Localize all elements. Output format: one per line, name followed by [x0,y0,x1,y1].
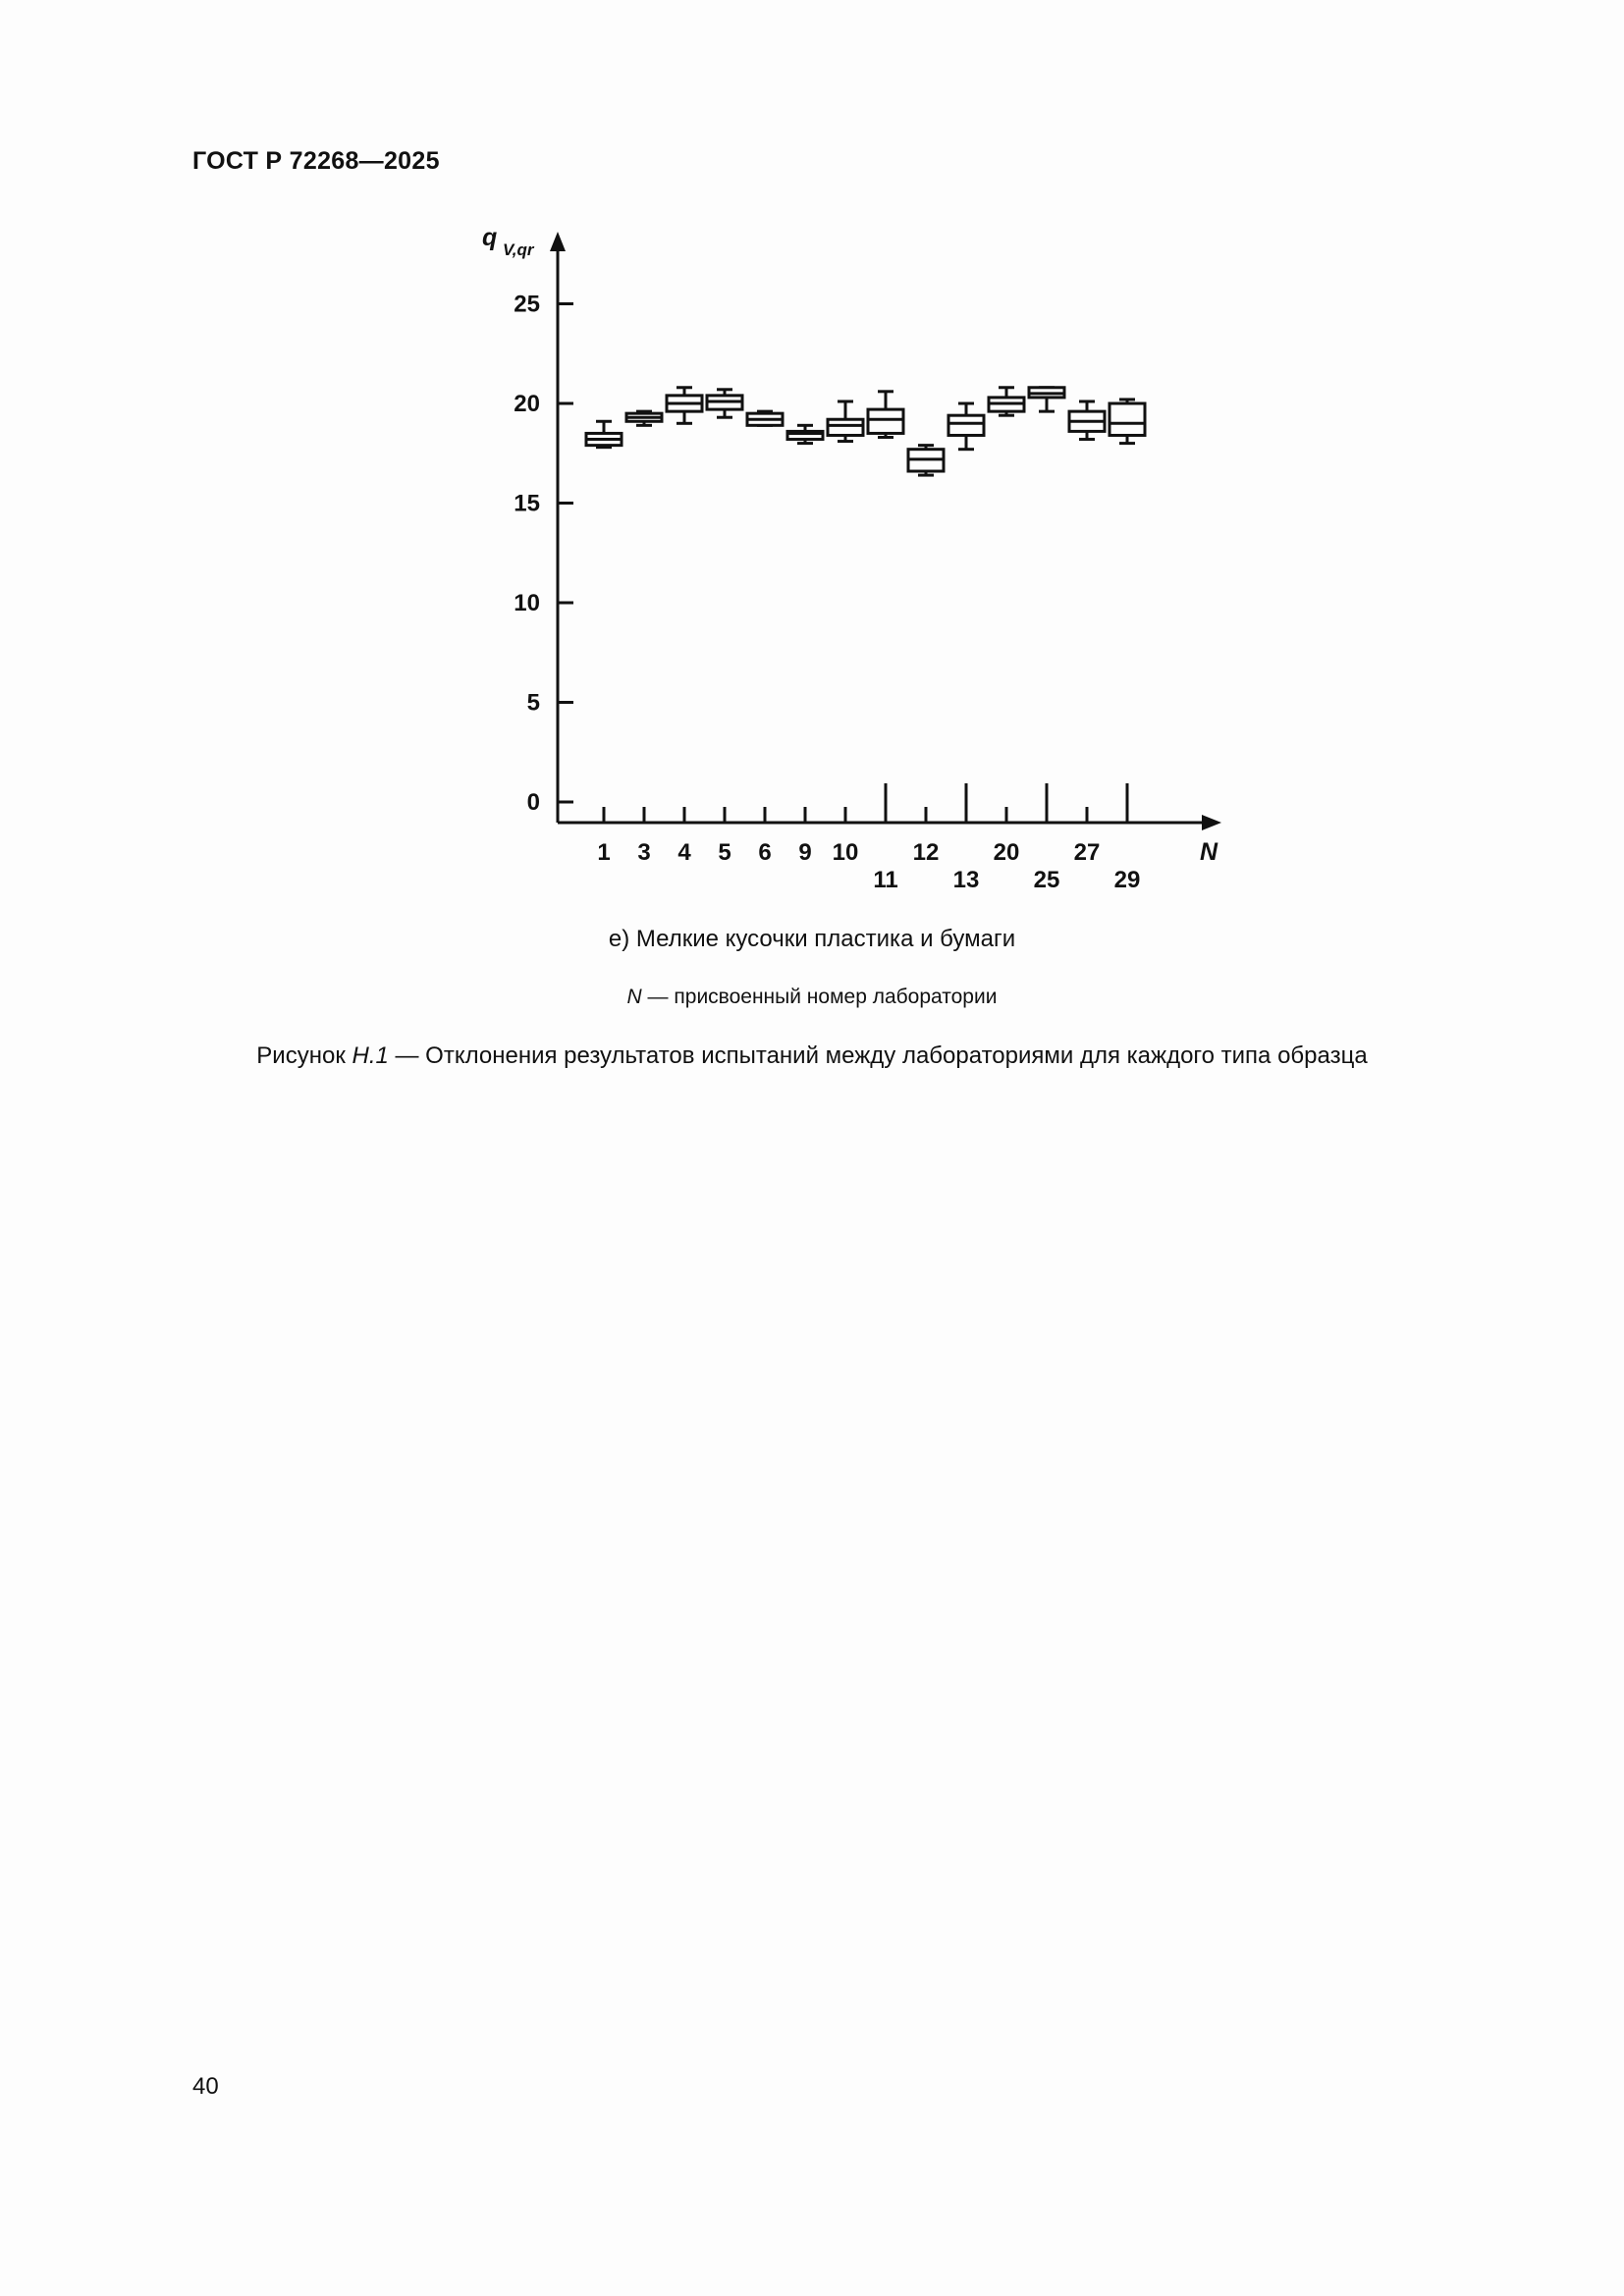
box-body [868,409,903,433]
box-body [828,419,863,435]
x-tick-label: 3 [637,839,651,866]
box-9 [787,425,823,443]
x-tick-label: 5 [718,839,731,866]
boxplot-chart [0,0,1624,982]
x-tick-label: 25 [1033,867,1060,893]
y-axis-label-subscript: V,qr [503,240,534,259]
x-tick-label: 9 [798,839,812,866]
x-tick-label: 6 [758,839,772,866]
y-tick-label: 5 [526,689,540,717]
y-tick-label: 20 [514,391,540,417]
x-tick-label: 20 [993,839,1020,866]
box-20 [989,388,1024,415]
box-11 [868,392,903,438]
figure-subcaption: е) Мелкие кусочки пластика и бумаги [608,926,1016,952]
box-12 [908,446,944,475]
box-body [1110,403,1145,435]
box-10 [828,401,863,442]
page-number: 40 [192,2073,219,2100]
x-tick-label: 13 [952,867,980,893]
y-tick-label: 10 [514,590,540,616]
x-tick-label: 4 [677,839,691,866]
y-tick-label: 0 [526,789,540,816]
box-25 [1029,388,1064,411]
y-tick-label: 25 [514,291,540,318]
legend-text: — присвоенный номер лаборатории [641,986,998,1008]
box-4 [667,388,702,424]
y-tick-label: 15 [514,490,540,517]
box-29 [1110,400,1145,444]
box-3 [626,411,662,425]
y-axis-label: q [482,224,498,251]
caption-text: — Отклонения результатов испытаний между лабораториями для каждого типа образца [388,1042,1368,1069]
x-axis-arrow [1202,815,1221,830]
x-axis-label: N [1200,838,1218,866]
document-header: ГОСТ Р 72268—2025 [192,147,440,175]
box-13 [948,403,984,450]
legend-symbol: N [626,986,642,1008]
x-tick-label: 29 [1113,867,1141,893]
box-6 [747,411,783,425]
x-tick-label: 10 [832,839,859,866]
x-tick-label: 12 [912,839,940,866]
caption-prefix: Рисунок [256,1042,352,1069]
y-axis-arrow [550,232,566,251]
x-tick-label: 27 [1073,839,1101,866]
x-tick-label: 1 [597,839,611,866]
box-body [948,415,984,435]
caption-number: Н.1 [352,1042,389,1069]
figure-caption [0,1042,1624,1070]
box-1 [586,421,622,447]
figure-legend-note [0,986,1624,1009]
box-27 [1069,401,1105,440]
box-5 [707,390,742,417]
x-tick-label: 11 [873,867,898,893]
